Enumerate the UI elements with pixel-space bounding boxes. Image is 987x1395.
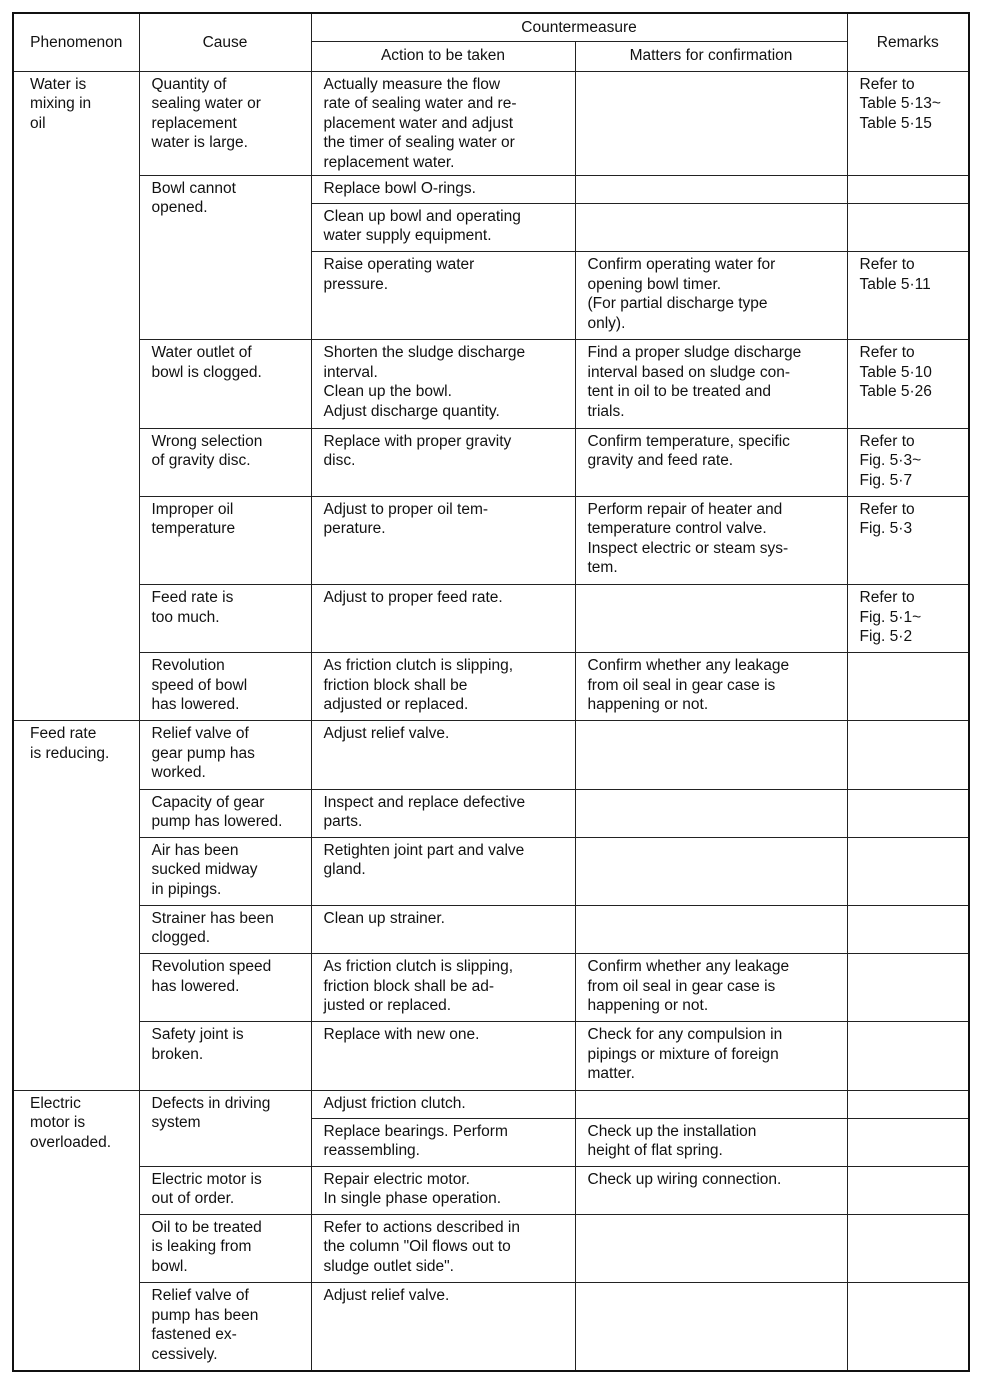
matters-cell [575, 1090, 847, 1118]
action-cell: Adjust relief valve. [311, 721, 575, 789]
remarks-cell: Refer to Table 5·13~ Table 5·15 [847, 71, 969, 175]
matters-cell: Confirm temperature, specific gravity and feed rate. [575, 428, 847, 496]
cause-cell: Air has been sucked midway in pipings. [139, 837, 311, 905]
cause-cell: Improper oil temperature [139, 496, 311, 584]
action-cell: Raise operating water pressure. [311, 252, 575, 340]
table-row [13, 721, 969, 789]
remarks-cell [847, 1283, 969, 1371]
cause-cell: Defects in driving system [139, 1090, 311, 1166]
remarks-cell [847, 837, 969, 905]
table-row [13, 496, 969, 584]
cause-cell: Strainer has been clogged. [139, 905, 311, 953]
phenomenon-cell: Electric motor is overloaded. [13, 1090, 139, 1371]
action-cell: Adjust friction clutch. [311, 1090, 575, 1118]
cause-cell: Electric motor is out of order. [139, 1166, 311, 1214]
matters-cell [575, 905, 847, 953]
table-row [13, 175, 969, 203]
action-cell: Replace with proper gravity disc. [311, 428, 575, 496]
action-cell: Replace with new one. [311, 1022, 575, 1090]
table-header [13, 13, 969, 71]
cause-cell: Capacity of gear pump has lowered. [139, 789, 311, 837]
remarks-cell: Refer to Table 5·11 [847, 252, 969, 340]
action-cell: Retighten joint part and valve gland. [311, 837, 575, 905]
remarks-cell [847, 1118, 969, 1166]
table-row [13, 1214, 969, 1282]
remarks-cell: Refer to Fig. 5·3~ Fig. 5·7 [847, 428, 969, 496]
matters-cell [575, 203, 847, 251]
cause-cell: Revolution speed of bowl has lowered. [139, 653, 311, 721]
table-row [13, 1090, 969, 1118]
remarks-cell [847, 1090, 969, 1118]
remarks-cell [847, 789, 969, 837]
matters-cell [575, 71, 847, 175]
matters-cell [575, 1283, 847, 1371]
cause-cell: Wrong selection of gravity disc. [139, 428, 311, 496]
table-body [13, 71, 969, 1371]
table-row [13, 340, 969, 428]
matters-cell: Confirm operating water for opening bowl timer. (For partial discharge type only). [575, 252, 847, 340]
table-row [13, 71, 969, 175]
cause-cell: Revolution speed has lowered. [139, 954, 311, 1022]
remarks-cell: Refer to Fig. 5·1~ Fig. 5·2 [847, 585, 969, 653]
remarks-cell [847, 1022, 969, 1090]
header-action: Action to be taken [311, 41, 575, 71]
cause-cell: Feed rate is too much. [139, 585, 311, 653]
matters-cell [575, 175, 847, 203]
cause-cell: Relief valve of gear pump has worked. [139, 721, 311, 789]
action-cell: As friction clutch is slipping, friction block shall be ad- justed or replaced. [311, 954, 575, 1022]
matters-cell: Check for any compulsion in pipings or mixture of foreign matter. [575, 1022, 847, 1090]
cause-cell: Quantity of sealing water or replacement water is large. [139, 71, 311, 175]
phenomenon-cell: Water is mixing in oil [13, 71, 139, 721]
action-cell: Clean up strainer. [311, 905, 575, 953]
action-cell: Shorten the sludge discharge interval. Clean up the bowl. Adjust discharge quantity. [311, 340, 575, 428]
matters-cell [575, 789, 847, 837]
action-cell: Adjust to proper oil tem- perature. [311, 496, 575, 584]
remarks-cell [847, 653, 969, 721]
action-cell: As friction clutch is slipping, friction block shall be adjusted or replaced. [311, 653, 575, 721]
cause-cell: Safety joint is broken. [139, 1022, 311, 1090]
header-remarks: Remarks [847, 13, 969, 71]
header-cause: Cause [139, 13, 311, 71]
matters-cell [575, 1214, 847, 1282]
cause-cell: Relief valve of pump has been fastened ex- cessively. [139, 1283, 311, 1371]
matters-cell: Confirm whether any leakage from oil seal in gear case is happening or not. [575, 954, 847, 1022]
cause-cell: Water outlet of bowl is clogged. [139, 340, 311, 428]
remarks-cell: Refer to Fig. 5·3 [847, 496, 969, 584]
matters-cell [575, 837, 847, 905]
remarks-cell [847, 175, 969, 203]
table-row [13, 1022, 969, 1090]
matters-cell: Find a proper sludge discharge interval based on sludge con- tent in oil to be treated and trials. [575, 340, 847, 428]
cause-cell: Oil to be treated is leaking from bowl. [139, 1214, 311, 1282]
action-cell: Adjust relief valve. [311, 1283, 575, 1371]
action-cell: Replace bowl O-rings. [311, 175, 575, 203]
table-row [13, 954, 969, 1022]
remarks-cell [847, 905, 969, 953]
action-cell: Adjust to proper feed rate. [311, 585, 575, 653]
matters-cell: Confirm whether any leakage from oil seal in gear case is happening or not. [575, 653, 847, 721]
table-row [13, 1166, 969, 1214]
remarks-cell [847, 954, 969, 1022]
action-cell: Inspect and replace defective parts. [311, 789, 575, 837]
cause-cell: Bowl cannot opened. [139, 175, 311, 339]
table-row [13, 905, 969, 953]
matters-cell [575, 721, 847, 789]
action-cell: Actually measure the flow rate of sealing water and re- placement water and adjust the timer of sealing water or replacement water. [311, 71, 575, 175]
remarks-cell [847, 721, 969, 789]
matters-cell [575, 585, 847, 653]
matters-cell: Check up the installation height of flat spring. [575, 1118, 847, 1166]
remarks-cell: Refer to Table 5·10 Table 5·26 [847, 340, 969, 428]
phenomenon-cell: Feed rate is reducing. [13, 721, 139, 1090]
header-phenomenon: Phenomenon [13, 13, 139, 71]
remarks-cell [847, 1166, 969, 1214]
table-row [13, 653, 969, 721]
table-row [13, 837, 969, 905]
table-row [13, 789, 969, 837]
header-matters: Matters for confirmation [575, 41, 847, 71]
action-cell: Clean up bowl and operating water supply equipment. [311, 203, 575, 251]
table-row [13, 585, 969, 653]
troubleshooting-table [12, 12, 970, 1372]
action-cell: Replace bearings. Perform reassembling. [311, 1118, 575, 1166]
remarks-cell [847, 1214, 969, 1282]
action-cell: Refer to actions described in the column "Oil flows out to sludge outlet side". [311, 1214, 575, 1282]
remarks-cell [847, 203, 969, 251]
table-row [13, 1283, 969, 1371]
header-countermeasure: Countermeasure [311, 13, 847, 41]
matters-cell: Check up wiring connection. [575, 1166, 847, 1214]
action-cell: Repair electric motor. In single phase operation. [311, 1166, 575, 1214]
matters-cell: Perform repair of heater and temperature control valve. Inspect electric or steam sys- tem. [575, 496, 847, 584]
table-row [13, 428, 969, 496]
